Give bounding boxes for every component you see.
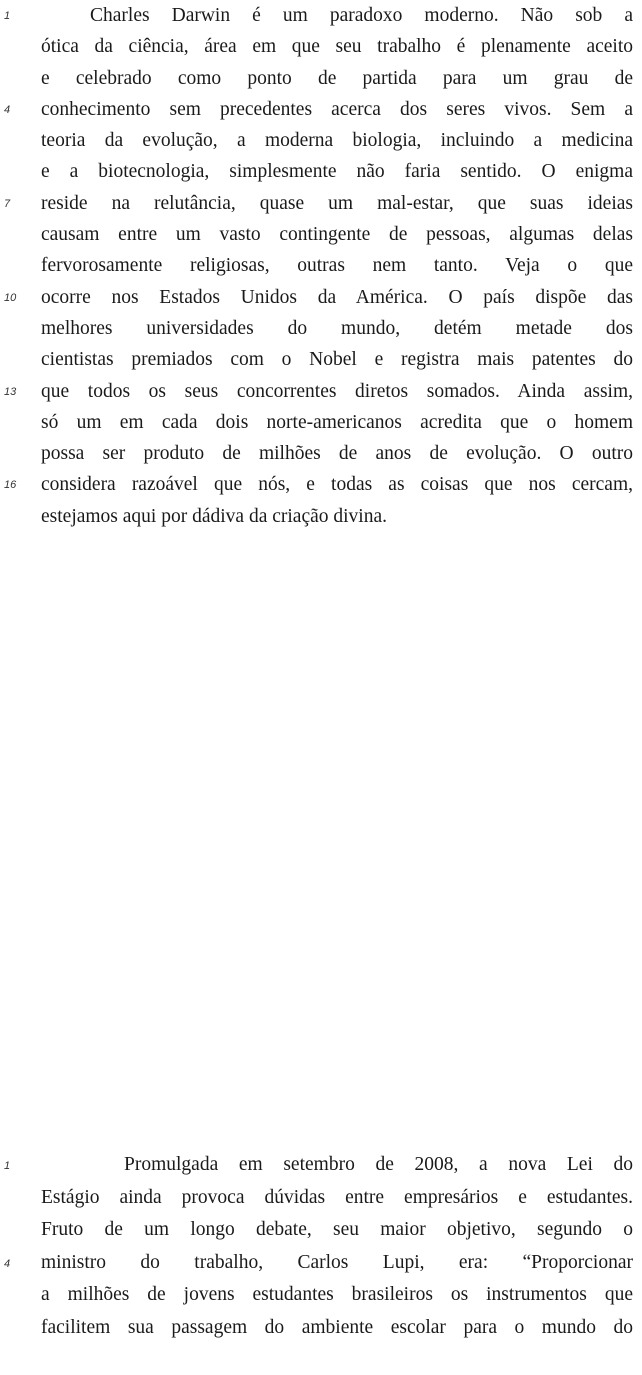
line-text: conhecimento sem precedentes acerca dos seres vivos. Sem a <box>41 98 633 120</box>
line-text: a milhões de jovens estudantes brasileiros os instrumentos que <box>41 1284 633 1306</box>
text-line <box>0 219 642 250</box>
line-text: fervorosamente religiosas, outras nem tanto. Veja o que <box>41 255 633 277</box>
line-text: ocorre nos Estados Unidos da América. O país dispõe das <box>41 286 633 308</box>
line-text: só um em cada dois norte-americanos acredita que o homem <box>41 411 633 433</box>
text-line <box>0 407 642 438</box>
text-line <box>0 1279 642 1312</box>
line-number: 4 <box>4 103 11 116</box>
text-line <box>0 0 642 31</box>
text-line <box>0 501 642 532</box>
text-line <box>0 282 642 313</box>
text-line <box>0 1214 642 1247</box>
passage-darwin <box>0 0 642 532</box>
line-text: cientistas premiados com o Nobel e registra mais patentes do <box>41 349 633 371</box>
text-line <box>0 250 642 281</box>
line-text: Charles Darwin é um paradoxo moderno. Não sob a <box>90 5 633 26</box>
text-line <box>0 1182 642 1215</box>
line-text: que todos os seus concorrentes diretos somados. Ainda assim, <box>41 380 633 402</box>
text-line <box>0 125 642 156</box>
text-line <box>0 156 642 187</box>
line-text: e a biotecnologia, simplesmente não faria sentido. O enigma <box>41 161 633 183</box>
text-line <box>0 376 642 407</box>
line-text: considera razoável que nós, e todas as coisas que nos cercam, <box>41 474 633 496</box>
line-text: ótica da ciência, área em que seu trabalho é plenamente aceito <box>41 36 633 58</box>
line-text: reside na relutância, quase um mal-estar, que suas ideias <box>41 192 633 214</box>
text-line <box>0 94 642 125</box>
line-text: Fruto de um longo debate, seu maior objetivo, segundo o <box>41 1219 633 1241</box>
text-line <box>0 1312 642 1345</box>
line-text: Estágio ainda provoca dúvidas entre empresários e estudantes. <box>41 1186 633 1208</box>
text-line <box>0 1149 642 1182</box>
line-text: causam entre um vasto contingente de pessoas, algumas delas <box>41 224 633 246</box>
line-text: ministro do trabalho, Carlos Lupi, era: “Proporcionar <box>41 1251 633 1273</box>
line-text: Promulgada em setembro de 2008, a nova Lei do <box>124 1154 633 1175</box>
line-number: 10 <box>4 291 17 304</box>
line-number: 16 <box>4 479 17 492</box>
line-text: estejamos aqui por dádiva da criação divina. <box>41 505 387 527</box>
line-text: e celebrado como ponto de partida para um grau de <box>41 67 633 89</box>
line-text: teoria da evolução, a moderna biologia, incluindo a medicina <box>41 130 633 152</box>
text-line <box>0 63 642 94</box>
text-line <box>0 1247 642 1280</box>
text-line <box>0 469 642 500</box>
text-line <box>0 438 642 469</box>
text-line <box>0 344 642 375</box>
text-line <box>0 188 642 219</box>
passage-lei-do-estagio <box>0 1149 642 1345</box>
line-text: possa ser produto de milhões de anos de evolução. O outro <box>41 443 633 465</box>
line-number: 4 <box>4 1257 11 1270</box>
line-text: facilitem sua passagem do ambiente escolar para o mundo do <box>41 1316 633 1338</box>
line-number: 1 <box>4 10 11 22</box>
text-line <box>0 313 642 344</box>
line-number: 7 <box>4 197 11 210</box>
line-number: 1 <box>4 1160 11 1172</box>
text-line <box>0 31 642 62</box>
line-text: melhores universidades do mundo, detém metade dos <box>41 317 633 339</box>
line-number: 13 <box>4 385 17 398</box>
